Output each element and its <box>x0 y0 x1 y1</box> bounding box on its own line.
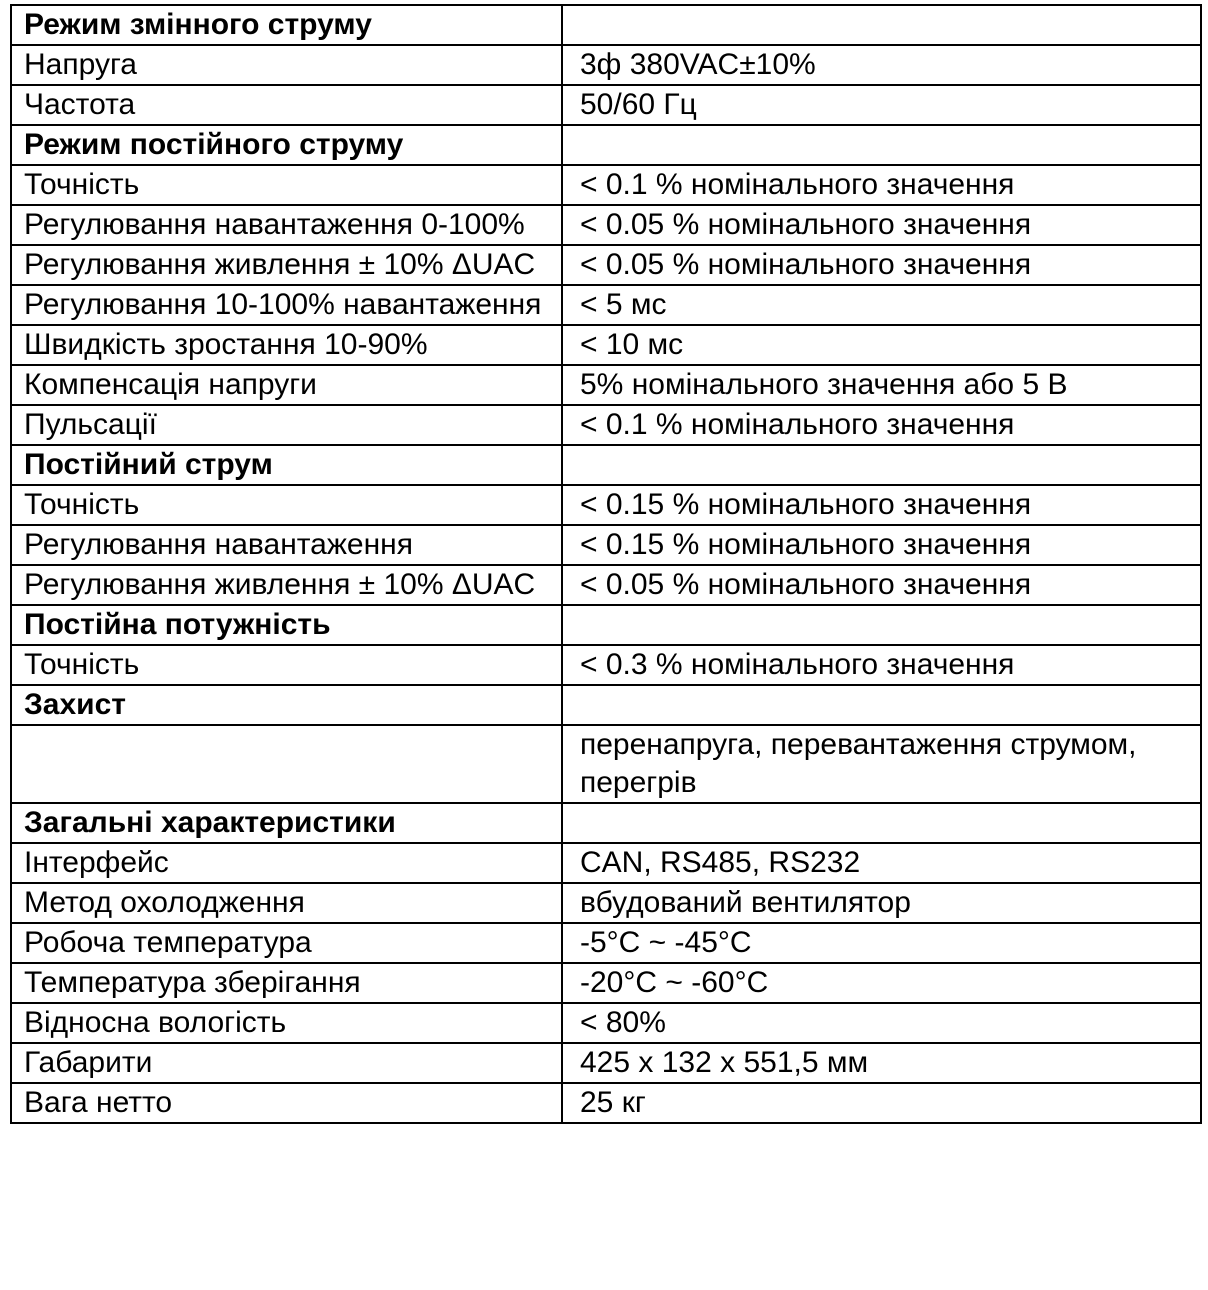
param-cell: Інтерфейс <box>11 843 562 883</box>
value-cell: -20°C ~ -60°C <box>562 963 1201 1003</box>
param-cell <box>11 725 562 803</box>
param-cell: Точність <box>11 485 562 525</box>
section-title: Загальні характеристики <box>11 803 562 843</box>
param-cell: Температура зберігання <box>11 963 562 1003</box>
value-cell: < 0.15 % номінального значення <box>562 485 1201 525</box>
param-cell: Частота <box>11 85 562 125</box>
spec-row <box>11 843 1201 883</box>
param-cell: Регулювання живлення ± 10% ΔUAC <box>11 245 562 285</box>
spec-row <box>11 1043 1201 1083</box>
section-value <box>562 5 1201 45</box>
section-title: Постійна потужність <box>11 605 562 645</box>
spec-row <box>11 525 1201 565</box>
value-cell: вбудований вентилятор <box>562 883 1201 923</box>
spec-row <box>11 245 1201 285</box>
param-cell: Напруга <box>11 45 562 85</box>
section-row <box>11 605 1201 645</box>
spec-row <box>11 325 1201 365</box>
param-cell: Точність <box>11 645 562 685</box>
spec-row <box>11 645 1201 685</box>
spec-row <box>11 1003 1201 1043</box>
spec-row <box>11 45 1201 85</box>
value-cell: < 5 мс <box>562 285 1201 325</box>
param-cell: Компенсація напруги <box>11 365 562 405</box>
value-cell: < 0.05 % номінального значення <box>562 245 1201 285</box>
spec-row <box>11 165 1201 205</box>
spec-row <box>11 405 1201 445</box>
section-title: Режим змінного струму <box>11 5 562 45</box>
param-cell: Швидкість зростання 10-90% <box>11 325 562 365</box>
param-cell: Регулювання живлення ± 10% ΔUAC <box>11 565 562 605</box>
value-cell: 3ф 380VAC±10% <box>562 45 1201 85</box>
section-title: Режим постійного струму <box>11 125 562 165</box>
section-title: Захист <box>11 685 562 725</box>
value-cell: 5% номінального значення або 5 В <box>562 365 1201 405</box>
spec-row <box>11 963 1201 1003</box>
param-cell: Габарити <box>11 1043 562 1083</box>
spec-row <box>11 923 1201 963</box>
spec-row <box>11 485 1201 525</box>
value-cell: -5°C ~ -45°C <box>562 923 1201 963</box>
spec-table-body <box>11 5 1201 1123</box>
spec-row <box>11 883 1201 923</box>
section-row <box>11 5 1201 45</box>
param-cell: Метод охолодження <box>11 883 562 923</box>
spec-row <box>11 205 1201 245</box>
spec-row <box>11 365 1201 405</box>
value-cell: < 0.1 % номінального значення <box>562 165 1201 205</box>
value-cell: 25 кг <box>562 1083 1201 1123</box>
value-cell: 50/60 Гц <box>562 85 1201 125</box>
value-cell: 425 x 132 x 551,5 мм <box>562 1043 1201 1083</box>
value-cell: < 0.05 % номінального значення <box>562 565 1201 605</box>
param-cell: Регулювання навантаження <box>11 525 562 565</box>
value-cell: перенапруга, перевантаження струмом, перегрів <box>562 725 1201 803</box>
section-value <box>562 125 1201 165</box>
param-cell: Регулювання навантаження 0-100% <box>11 205 562 245</box>
section-value <box>562 685 1201 725</box>
spec-row <box>11 85 1201 125</box>
param-cell: Точність <box>11 165 562 205</box>
value-cell: < 0.3 % номінального значення <box>562 645 1201 685</box>
param-cell: Вага нетто <box>11 1083 562 1123</box>
spec-row <box>11 565 1201 605</box>
section-value <box>562 803 1201 843</box>
param-cell: Регулювання 10-100% навантаження <box>11 285 562 325</box>
spec-row <box>11 725 1201 803</box>
param-cell: Пульсації <box>11 405 562 445</box>
section-value <box>562 605 1201 645</box>
section-row <box>11 803 1201 843</box>
section-title: Постійний струм <box>11 445 562 485</box>
spec-table <box>10 4 1202 1124</box>
param-cell: Відносна вологість <box>11 1003 562 1043</box>
value-cell: < 0.1 % номінального значення <box>562 405 1201 445</box>
spec-row <box>11 1083 1201 1123</box>
param-cell: Робоча температура <box>11 923 562 963</box>
section-value <box>562 445 1201 485</box>
value-cell: < 10 мс <box>562 325 1201 365</box>
section-row <box>11 445 1201 485</box>
value-cell: < 0.15 % номінального значення <box>562 525 1201 565</box>
section-row <box>11 125 1201 165</box>
value-cell: < 0.05 % номінального значення <box>562 205 1201 245</box>
value-cell: CAN, RS485, RS232 <box>562 843 1201 883</box>
section-row <box>11 685 1201 725</box>
spec-row <box>11 285 1201 325</box>
value-cell: < 80% <box>562 1003 1201 1043</box>
